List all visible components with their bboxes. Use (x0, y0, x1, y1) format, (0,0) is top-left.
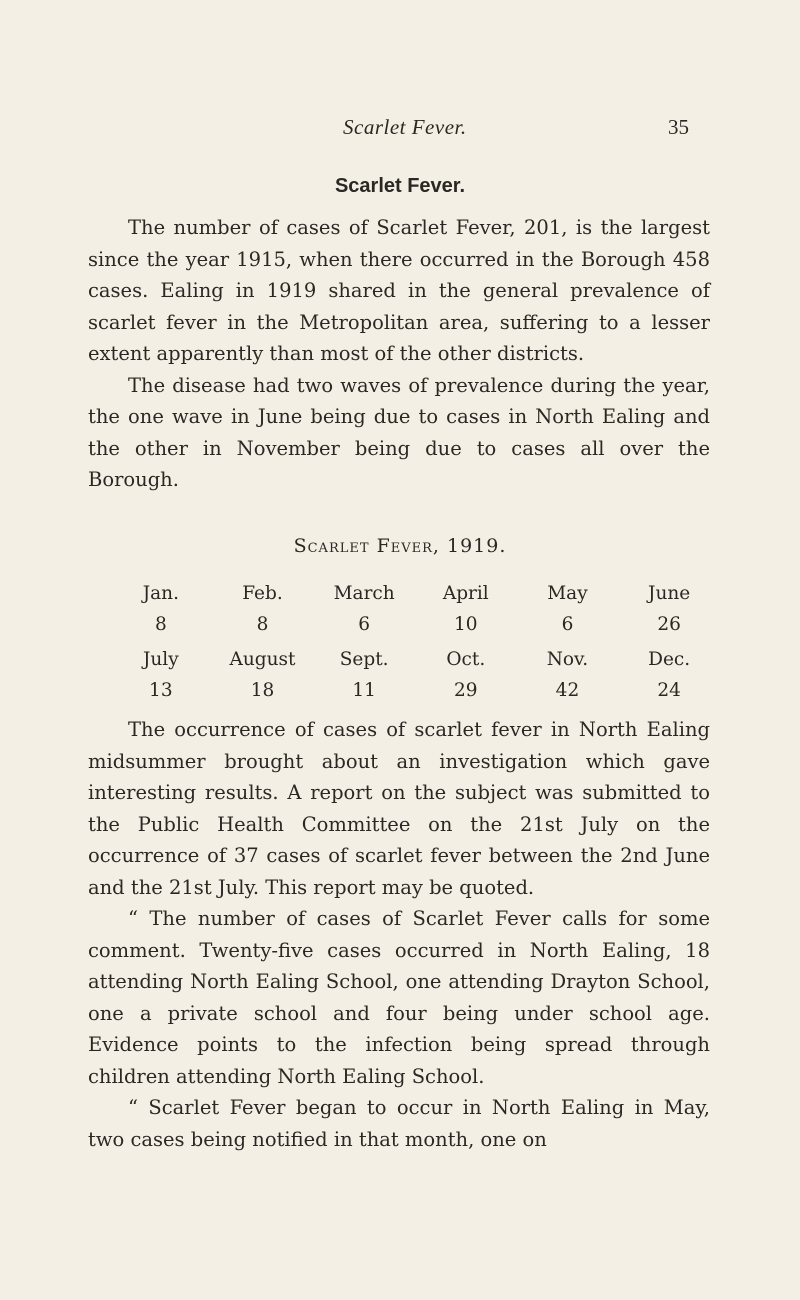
table-title: Scarlet Fever, 1919. (293, 535, 507, 557)
monthly-cases-table-second-half (110, 644, 720, 706)
running-head (0, 115, 800, 145)
table-row-months (110, 644, 720, 675)
month-cell: May (547, 583, 588, 604)
cases-cell: 11 (352, 680, 376, 701)
paragraph-waves: The disease had two waves of prevalence during the year, the one wave in June being due to cases in North Ealing and the other in November being due to cases all over the Borough. (88, 373, 710, 491)
intro-text (88, 212, 710, 496)
cases-cell: 29 (454, 680, 478, 701)
monthly-cases-table-first-half (110, 578, 720, 640)
cases-cell: 10 (454, 614, 478, 635)
month-cell: Nov. (546, 649, 589, 670)
month-cell: Oct. (446, 649, 486, 670)
month-cell: Jan. (142, 583, 179, 604)
running-title: Scarlet Fever. (343, 115, 467, 139)
cases-cell: 13 (149, 680, 173, 701)
paragraph-prevalence: The number of cases of Scarlet Fever, 201, is the largest since the year 1915, when there occurred in the Borough 458 cases. Ealing in 1919 shared in the general prevalence of scarlet fever in the Metropolitan area, suffering to a lesser extent apparently than most of the other districts. (88, 216, 710, 365)
cases-cell: 8 (256, 614, 269, 635)
table-row-cases (110, 609, 720, 640)
month-cell: Dec. (648, 649, 691, 670)
table-row-months (110, 578, 720, 609)
report-text (88, 714, 710, 1155)
cases-cell: 6 (358, 614, 371, 635)
month-cell: Feb. (242, 583, 283, 604)
month-cell: March (333, 583, 395, 604)
paragraph-quote-comment: “ The number of cases of Scarlet Fever calls for some comment. Twenty-five cases occurred in North Ealing, 18 attending North Ealing School, one attending Drayton School, one a private school and four being under school age. Evidence points to the infection being spread through children attending North Ealing School. (88, 907, 710, 1088)
month-cell: April (442, 583, 489, 604)
paragraph-quote-may: “ Scarlet Fever began to occur in North Ealing in May, two cases being notified in that month, one on (88, 1096, 710, 1151)
month-cell: June (648, 583, 691, 604)
table-row-cases (110, 675, 720, 706)
page-number: 35 (668, 115, 689, 139)
cases-cell: 26 (657, 614, 681, 635)
month-cell: July (142, 649, 179, 670)
cases-cell: 6 (561, 614, 574, 635)
section-heading: Scarlet Fever. (334, 175, 466, 197)
cases-cell: 24 (657, 680, 681, 701)
month-cell: August (229, 649, 296, 670)
month-cell: Sept. (339, 649, 389, 670)
cases-cell: 18 (250, 680, 275, 701)
cases-cell: 42 (555, 680, 580, 701)
cases-cell: 8 (154, 614, 167, 635)
paragraph-investigation: The occurrence of cases of scarlet fever in North Ealing midsummer brought about an investigation which gave interesting results. A report on the subject was submitted to the Public Health Committee on the 21st July on the occurrence of 37 cases of scarlet fever between the 2nd June and the 21st July. This report may be quoted. (88, 718, 710, 899)
